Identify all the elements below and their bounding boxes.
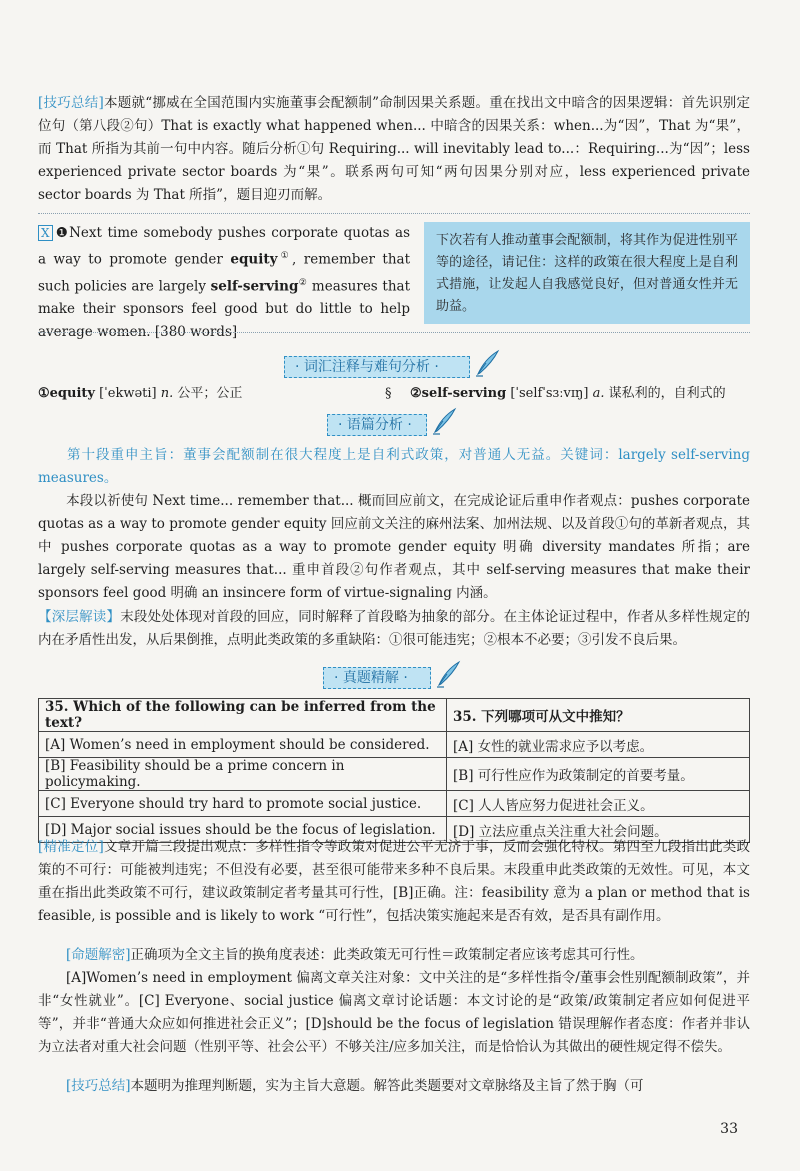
vocab-word-self-serving: self-serving [210, 278, 299, 294]
discourse-banner [327, 414, 427, 436]
vocab-pos: a. [592, 386, 605, 401]
option-a-en: [A] Women’s need in employment should be considered. [39, 732, 447, 758]
option-c-zh: [C] 人人皆应努力促进社会正义。 [447, 791, 750, 817]
tips-tag: [技巧总结] [38, 95, 104, 111]
dotted-divider [38, 213, 750, 214]
vocab-banner-title: · 词汇注释与难句分析 · [295, 359, 439, 375]
tips-text: 本题就“挪威在全国范围内实施董事会配额制”命制因果关系题。重在找出文中暗含的因果逻辑：首先识别定位句（第八段②句）That is exactly what happened when... 中暗含的因果关系：when...为“因”，That 为“果”，而 That 所指为其前一句中内容。随后分析①句 Requiring... will inevitably lead to...：Requiring...为“因”；less experienced private sector boards 为“果”。联系两句可知“两句因果分别对应，less experienced private sector boards 为 That 所指”，题目迎刃而解。 [38, 95, 750, 203]
vocab-meaning: 谋私利的，自利式的 [608, 386, 726, 401]
deep-reading-tag: 【深层解读】 [38, 609, 121, 625]
option-d-zh: [D] 立法应重点关注重大社会问题。 [447, 817, 750, 843]
option-a-zh: [A] 女性的就业需求应予以考虑。 [447, 732, 750, 758]
vocab-word: ①equity [38, 386, 95, 401]
vocab-mark: § [385, 386, 392, 401]
tips-summary-top [38, 92, 750, 207]
translation-box [424, 222, 750, 324]
paragraph-marker: X [38, 225, 53, 241]
vocab-meaning: 公平；公正 [177, 386, 243, 401]
exam-banner-title: · 真题精解 · [334, 670, 408, 686]
option-d-en: [D] Major social issues should be the focus of legislation. [39, 817, 447, 843]
tips-summary-bottom [38, 1075, 750, 1098]
page-number: 33 [720, 1121, 738, 1137]
vocab-phonetic: [ˈselfˈsɜːvɪŋ] [510, 386, 589, 401]
location-text: 文章开篇三段提出观点：多样性指令等政策对促进公平无济于事，反而会强化特权。第四至九段指出此类政策的不可行：可能被判违宪；不但没有必要，甚至很可能带来多种不良后果。末段重申此类政策的无效性。可见，本文重在指出此类政策不可行，建议政策制定者考量其可行性，[B]正确。注：feasibility 意为 a plan or method that is feasible, is possible and is likely to work “可行性”，包括决策实施起来是否有效，是否具有副作用。 [38, 839, 750, 924]
intent-tag: [命题解密] [66, 947, 131, 963]
footnote-mark: ② [298, 277, 308, 288]
option-b-en: [B] Feasibility should be a prime concern in policymaking. [39, 758, 447, 791]
discourse-main-idea [38, 444, 750, 490]
question-intent [38, 944, 750, 967]
paragraph-text: , remember that such policies are largely [38, 251, 410, 294]
translation-text: 下次若有人推动董事会配额制，将其作为促进性别平等的途径，请记住：这样的政策在很大程度上是自利式措施，让发起人自我感觉良好，但对普通女性并无助益。 [436, 233, 738, 314]
vocab-banner [284, 356, 470, 378]
option-c-en: [C] Everyone should try hard to promote social justice. [39, 791, 447, 817]
location-tag: [精准定位] [38, 839, 104, 855]
main-idea-text: 第十段重申主旨：董事会配额制在很大程度上是自利式政策，对普通人无益。关键词：largely self-serving measures。 [38, 447, 750, 486]
exam-banner [323, 667, 431, 689]
vocab-entry [38, 385, 242, 403]
dotted-divider [38, 332, 750, 333]
paragraph-text: Next time somebody pushes corporate quotas as a way to promote gender [38, 225, 410, 268]
discourse-analysis [38, 490, 750, 605]
wrong-options-text: [A]Women’s need in employment 偏离文章关注对象：文中关注的是“多样性指令/董事会性别配额制政策”，并非“女性就业”。[C] Everyone、social justice 偏离文章讨论话题：本文讨论的是“政策/政策制定者应如何促进平等”，并非“普通大众应如何推进社会正义”；[D]should be the focus of legislation 错误理解作者态度：作者并非认为立法者对重大社会问题（性别平等、社会公平）不够关注/应多加关注，而是恰恰认为其做出的硬性规定得不偿失。 [38, 970, 750, 1055]
deep-reading-text: 末段处处体现对首段的回应，同时解释了首段略为抽象的部分。在主体论证过程中，作者从多样性规定的内在矛盾性出发，从后果倒推，点明此类政策的多重缺陷：①很可能违宪；②根本不必要；③引发不良后果。 [38, 609, 751, 648]
vocab-word-equity: equity [230, 251, 278, 268]
quill-icon [435, 660, 461, 688]
table-row [39, 758, 750, 791]
tips-tag: [技巧总结] [66, 1078, 131, 1094]
tips-text: 本题明为推理判断题，实为主旨大意题。解答此类题要对文章脉络及主旨了然于胸（可 [130, 1078, 644, 1094]
quill-icon [431, 407, 457, 435]
table-row [39, 699, 750, 732]
paragraph-text: measures that make their sponsors feel good but do little to help average women. [380 words] [38, 278, 410, 340]
analysis-text: 本段以祈使句 Next time... remember that... 概而回应前文，在完成论证后重申作者观点：pushes corporate quotas as a way to promote gender equity 回应前文关注的麻州法案、加州法规、以及首段①句的革新者观点，其中 pushes corporate quotas as a way to promote gender equity 明确 diversity mandates 所指；are largely self-serving measures that... 重申首段②句作者观点，其中 self-serving measures that make their sponsors feel good 明确 an insincere form of virtue-signaling 内涵。 [38, 493, 750, 601]
vocab-word: ②self-serving [410, 386, 507, 401]
vocab-phonetic: [ˈekwəti] [99, 386, 157, 401]
footnote-mark: ① [277, 251, 292, 261]
question-stem-en: 35. Which of the following can be inferred from the text? [39, 699, 447, 732]
intent-text: 正确项为全文主旨的换角度表述：此类政策无可行性＝政策制定者应该考虑其可行性。 [130, 947, 644, 963]
quill-icon [474, 349, 500, 377]
table-row [39, 791, 750, 817]
discourse-banner-title: · 语篇分析 · [338, 417, 412, 433]
question-stem-zh: 35. 下列哪项可从文中推知？ [447, 699, 750, 732]
precise-location [38, 836, 750, 928]
table-row [39, 732, 750, 758]
paragraph-x [38, 222, 410, 344]
sentence-number: ❶ [54, 225, 70, 241]
wrong-options-analysis [38, 967, 750, 1059]
vocab-pos: n. [160, 386, 174, 401]
option-b-zh: [B] 可行性应作为政策制定的首要考量。 [447, 758, 750, 791]
question-table [38, 698, 750, 843]
vocab-entry [410, 385, 726, 403]
deep-reading [38, 606, 750, 652]
